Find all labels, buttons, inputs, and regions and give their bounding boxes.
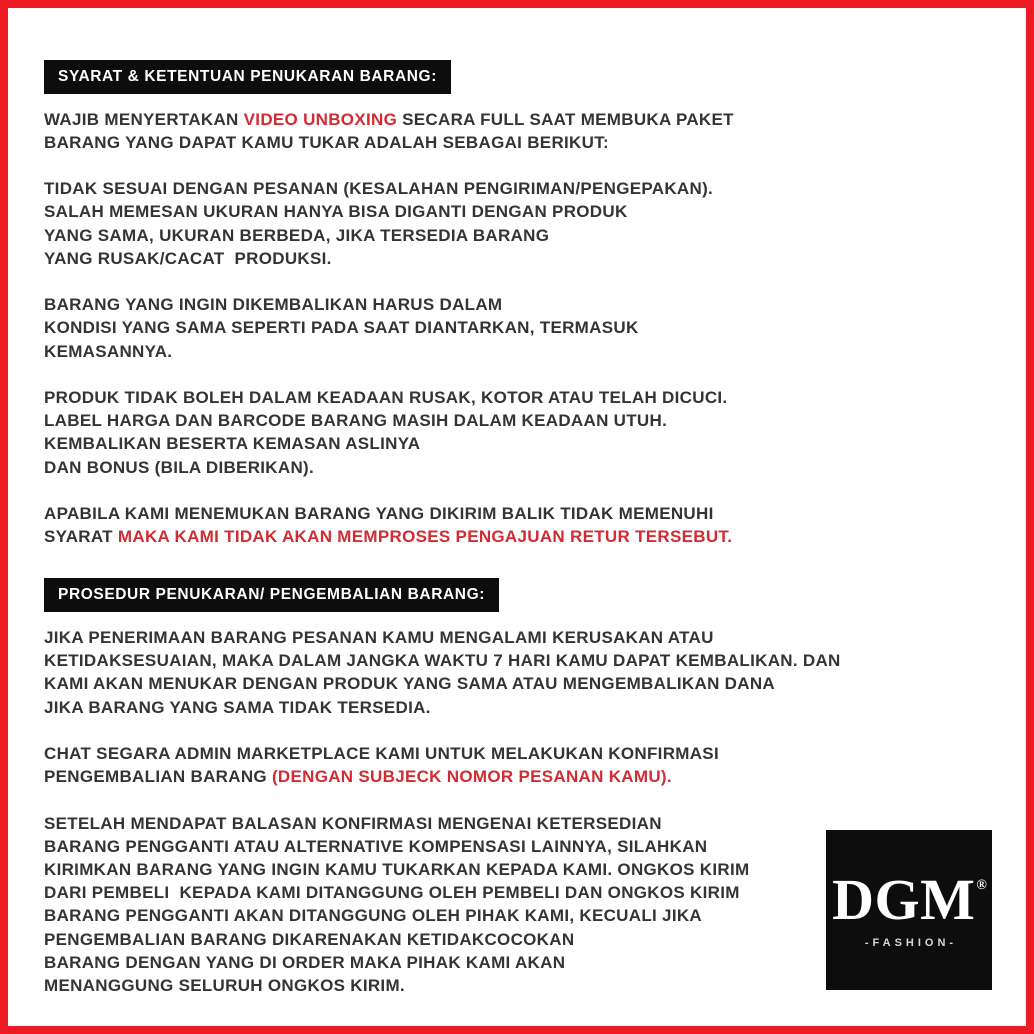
- text-line: TIDAK SESUAI DENGAN PESANAN (KESALAHAN PENGIRIMAN/PENGEPAKAN).: [44, 179, 714, 199]
- text-line: DAN BONUS (BILA DIBERIKAN).: [44, 457, 315, 477]
- text-line: LABEL HARGA DAN BARCODE BARANG MASIH DALAM KEADAAN UTUH.: [44, 411, 668, 431]
- section-header-terms-label: SYARAT & KETENTUAN PENUKARAN BARANG:: [58, 68, 437, 85]
- paragraph-product-state: [44, 386, 994, 479]
- text-line: YANG SAMA, UKURAN BERBEDA, JIKA TERSEDIA BARANG: [44, 225, 550, 245]
- text-line: KETIDAKSESUAIAN, MAKA DALAM JANGKA WAKTU 7 HARI KAMU DAPAT KEMBALIKAN. DAN: [44, 651, 841, 671]
- section-header-procedure-label: PROSEDUR PENUKARAN/ PENGEMBALIAN BARANG:: [58, 586, 486, 604]
- text-line: KEMBALIKAN BESERTA KEMASAN ASLINYA: [44, 434, 421, 454]
- dgm-logo-text: DGM: [832, 867, 976, 932]
- dgm-logo-wordmark: [832, 867, 987, 932]
- text-line: SETELAH MENDAPAT BALASAN KONFIRMASI MENGENAI KETERSEDIAN: [44, 813, 662, 833]
- section-procedure: [44, 571, 994, 626]
- text-line: BARANG PENGGANTI AKAN DITANGGUNG OLEH PIHAK KAMI, KECUALI JIKA: [44, 906, 702, 926]
- text-line: SALAH MEMESAN UKURAN HANYA BISA DIGANTI DENGAN PRODUK: [44, 202, 628, 222]
- text-segment: PENGEMBALIAN BARANG: [44, 767, 272, 787]
- text-segment: WAJIB MENYERTAKAN: [44, 109, 244, 129]
- text-line: JIKA PENERIMAAN BARANG PESANAN KAMU MENGALAMI KERUSAKAN ATAU: [44, 627, 714, 647]
- text-line: KONDISI YANG SAMA SEPERTI PADA SAAT DIANTARKAN, TERMASUK: [44, 318, 639, 338]
- text-line: [44, 765, 994, 788]
- paragraph-return-condition: [44, 293, 994, 363]
- dgm-logo-tagline: -FASHION-: [864, 937, 958, 949]
- text-line: BARANG YANG INGIN DIKEMBALIKAN HARUS DALAM: [44, 295, 503, 315]
- paragraph-video-unboxing: [44, 108, 994, 154]
- text-line: JIKA BARANG YANG SAMA TIDAK TERSEDIA.: [44, 697, 431, 717]
- section-terms: [44, 60, 994, 108]
- registered-trademark-icon: ®: [976, 878, 987, 893]
- text-segment-highlight: VIDEO UNBOXING: [243, 109, 398, 129]
- text-line: DARI PEMBELI KEPADA KAMI DITANGGUNG OLEH PEMBELI DAN ONGKOS KIRIM: [44, 883, 740, 903]
- text-segment-highlight: (DENGAN SUBJECK NOMOR PESANAN KAMU).: [271, 767, 672, 787]
- paragraph-damage-window: [44, 626, 994, 719]
- text-line: KIRIMKAN BARANG YANG INGIN KAMU TUKARKAN KEPADA KAMI. ONGKOS KIRIM: [44, 859, 750, 879]
- dgm-logo: [826, 830, 992, 990]
- text-line: BARANG DENGAN YANG DI ORDER MAKA PIHAK KAMI AKAN: [44, 952, 566, 972]
- section-header-procedure: [44, 578, 499, 612]
- text-line: KAMI AKAN MENUKAR DENGAN PRODUK YANG SAMA ATAU MENGEMBALIKAN DANA: [44, 674, 775, 694]
- text-line: [44, 525, 994, 548]
- text-line: YANG RUSAK/CACAT PRODUKSI.: [44, 248, 332, 268]
- text-line: KEMASANNYA.: [44, 341, 173, 361]
- paragraph-rejection-warning: [44, 502, 994, 548]
- text-segment-highlight: MAKA KAMI TIDAK AKAN MEMPROSES PENGAJUAN RETUR TERSEBUT.: [117, 527, 733, 547]
- text-segment: SECARA FULL SAAT MEMBUKA PAKET: [397, 109, 734, 129]
- section-header-terms: [44, 60, 451, 94]
- text-line: BARANG YANG DAPAT KAMU TUKAR ADALAH SEBAGAI BERIKUT:: [44, 132, 609, 152]
- paragraph-exchange-conditions: [44, 177, 994, 270]
- text-line: BARANG PENGGANTI ATAU ALTERNATIVE KOMPENSASI LAINNYA, SILAHKAN: [44, 836, 708, 856]
- text-segment: SYARAT: [44, 527, 118, 547]
- paragraph-chat-admin: [44, 742, 994, 788]
- text-line: APABILA KAMI MENEMUKAN BARANG YANG DIKIRIM BALIK TIDAK MEMENUHI: [44, 503, 714, 523]
- text-line: [44, 108, 994, 131]
- text-line: PRODUK TIDAK BOLEH DALAM KEADAAN RUSAK, KOTOR ATAU TELAH DICUCI.: [44, 387, 728, 407]
- text-line: PENGEMBALIAN BARANG DIKARENAKAN KETIDAKCOCOKAN: [44, 929, 575, 949]
- text-line: MENANGGUNG SELURUH ONGKOS KIRIM.: [44, 976, 405, 995]
- text-line: CHAT SEGARA ADMIN MARKETPLACE KAMI UNTUK MELAKUKAN KONFIRMASI: [44, 743, 719, 763]
